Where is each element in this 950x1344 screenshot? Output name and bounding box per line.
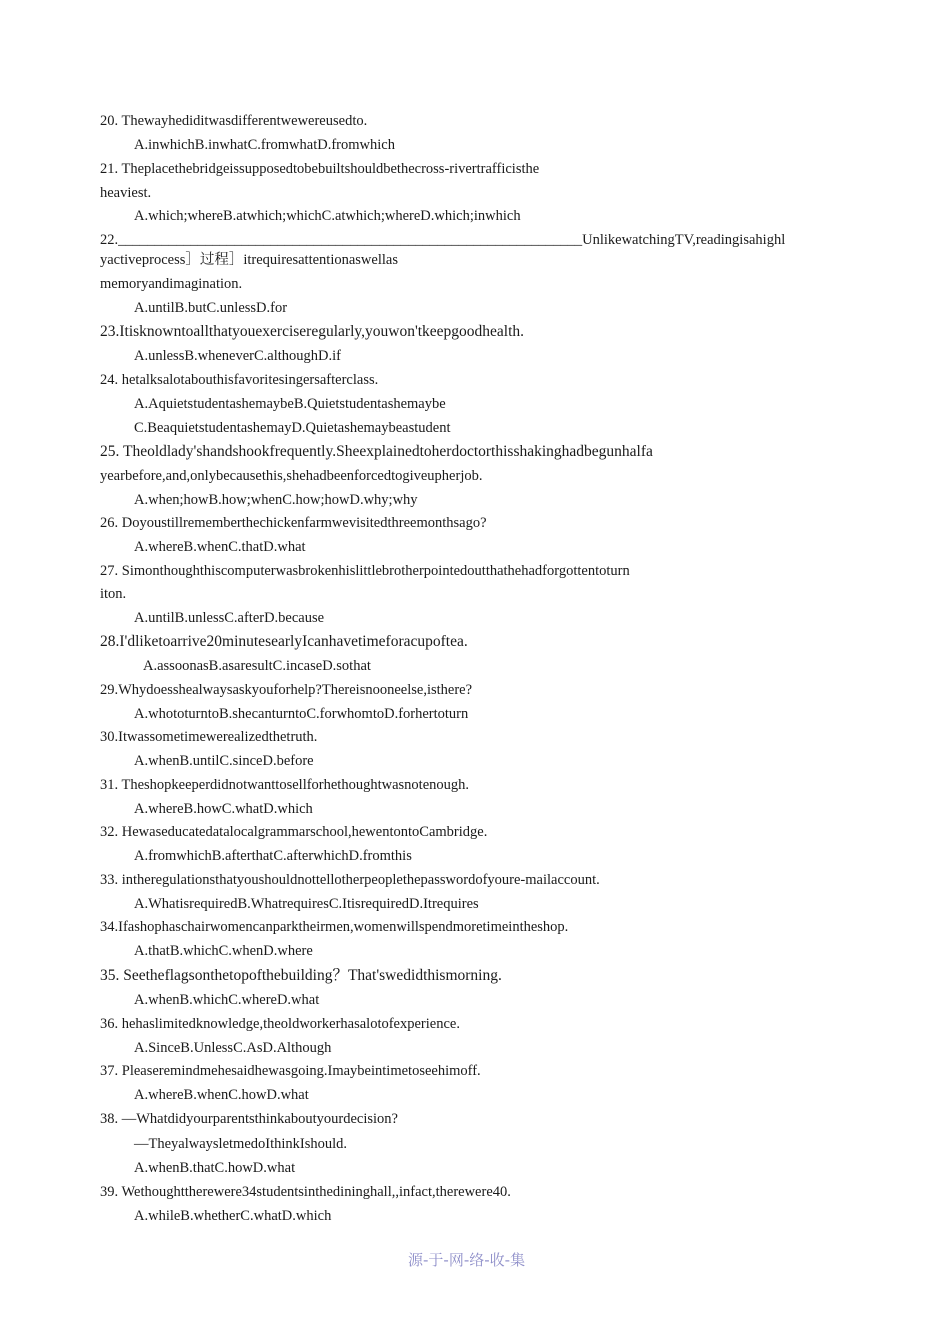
options-32: A.fromwhichB.afterthatC.afterwhichD.fromthis	[134, 848, 412, 864]
options-38: A.whenB.thatC.howD.what	[134, 1160, 296, 1176]
question-30: 30.Itwassometimewerealizedthetruth.	[100, 729, 318, 745]
question-38: 38. —Whatdidyourparentsthinkaboutyourdecision?	[100, 1111, 398, 1127]
footer-source-text: 源-于-网-络-收-集	[408, 1251, 526, 1269]
question-39: 39. Wethoughttherewere34studentsinthedininghall,,infact,therewere40.	[100, 1184, 511, 1200]
options-25: A.when;howB.how;whenC.how;howD.why;why	[134, 492, 418, 508]
question-33: 33. intheregulationsthatyoushouldnottellotherpeoplethepasswordofyoure-mailaccount.	[100, 872, 600, 888]
question-37: 37. Pleaseremindmehesaidhewasgoing.Imaybeintimetoseehimoff.	[100, 1063, 481, 1079]
question-22-cont: yactiveprocess］过程］itrequiresattentionaswellas	[100, 252, 398, 268]
question-26: 26. Doyoustillrememberthechickenfarmwevisitedthreemonthsago?	[100, 515, 487, 531]
options-37: A.whereB.whenC.howD.what	[134, 1087, 309, 1103]
question-25-cont: yearbefore,and,onlybecausethis,shehadbeenforcedtogiveupherjob.	[100, 468, 483, 484]
options-27: A.untilB.unlessC.afterD.because	[134, 610, 325, 626]
question-27-cont: iton.	[100, 586, 127, 602]
options-23: A.unlessB.wheneverC.althoughD.if	[134, 348, 341, 364]
options-29: A.whototurntoB.shecanturntoC.forwhomtoD.forhertoturn	[134, 706, 469, 722]
question-20: 20. Thewayhediditwasdifferentwewereusedto.	[100, 113, 368, 129]
options-30: A.whenB.untilC.sinceD.before	[134, 753, 314, 769]
question-32: 32. Hewaseducatedatalocalgrammarschool,hewentontoCambridge.	[100, 824, 488, 840]
question-31: 31. Theshopkeeperdidnotwanttosellforhethoughtwasnotenough.	[100, 777, 470, 793]
options-20: A.inwhichB.inwhatC.fromwhatD.fromwhich	[134, 137, 395, 153]
options-33: A.WhatisrequiredB.WhatrequiresC.ItisrequiredD.Itrequires	[134, 896, 479, 912]
options-34: A.thatB.whichC.whenD.where	[134, 943, 313, 959]
options-28: A.assoonasB.asaresultC.incaseD.sothat	[143, 658, 371, 674]
question-22: 22.________________________________________________________________UnlikewatchingTV,readingisahighl	[100, 232, 786, 248]
question-28: 28.I'dliketoarrive20minutesearlyIcanhavetimeforacupoftea.	[100, 633, 468, 650]
options-26: A.whereB.whenC.thatD.what	[134, 539, 306, 555]
options-21: A.which;whereB.atwhich;whichC.atwhich;whereD.which;inwhich	[134, 208, 521, 224]
question-25: 25. Theoldlady'shandshookfrequently.Sheexplainedtoherdoctorthisshakinghadbegunhalfa	[100, 443, 653, 460]
question-29: 29.Whydoesshealwaysaskyouforhelp?Thereisnooneelse,isthere?	[100, 682, 473, 698]
question-22-cont2: memoryandimagination.	[100, 276, 243, 292]
options-31: A.whereB.howC.whatD.which	[134, 801, 313, 817]
question-38-reply: —TheyalwaysletmedoIthinkIshould.	[134, 1136, 348, 1152]
question-21: 21. Theplacethebridgeissupposedtobebuiltshouldbethecross-rivertrafficisthe	[100, 161, 540, 177]
question-23: 23.Itisknowntoallthatyouexerciseregularly,youwon'tkeepgoodhealth.	[100, 323, 525, 340]
options-24-cd: C.BeaquietstudentashemayD.Quietashemaybeastudent	[134, 420, 451, 436]
question-35: 35. Seetheflagsonthetopofthebuilding？That'swedidthismorning.	[100, 967, 502, 984]
options-22: A.untilB.butC.unlessD.for	[134, 300, 288, 316]
question-21-cont: heaviest.	[100, 185, 152, 201]
options-39: A.whileB.whetherC.whatD.which	[134, 1208, 332, 1224]
options-36: A.SinceB.UnlessC.AsD.Although	[134, 1040, 332, 1056]
question-24: 24. hetalksalotabouthisfavoritesingersafterclass.	[100, 372, 379, 388]
options-35: A.whenB.whichC.whereD.what	[134, 992, 320, 1008]
question-27: 27. Simonthoughthiscomputerwasbrokenhislittlebrotherpointedoutthathehadforgottentoturn	[100, 563, 630, 579]
question-36: 36. hehaslimitedknowledge,theoldworkerhasalotofexperience.	[100, 1016, 460, 1032]
options-24-ab: A.AquietstudentashemaybeB.Quietstudentashemaybe	[134, 396, 446, 412]
question-34: 34.Ifashophaschairwomencanparktheirmen,womenwillspendmoretimeintheshop.	[100, 919, 569, 935]
